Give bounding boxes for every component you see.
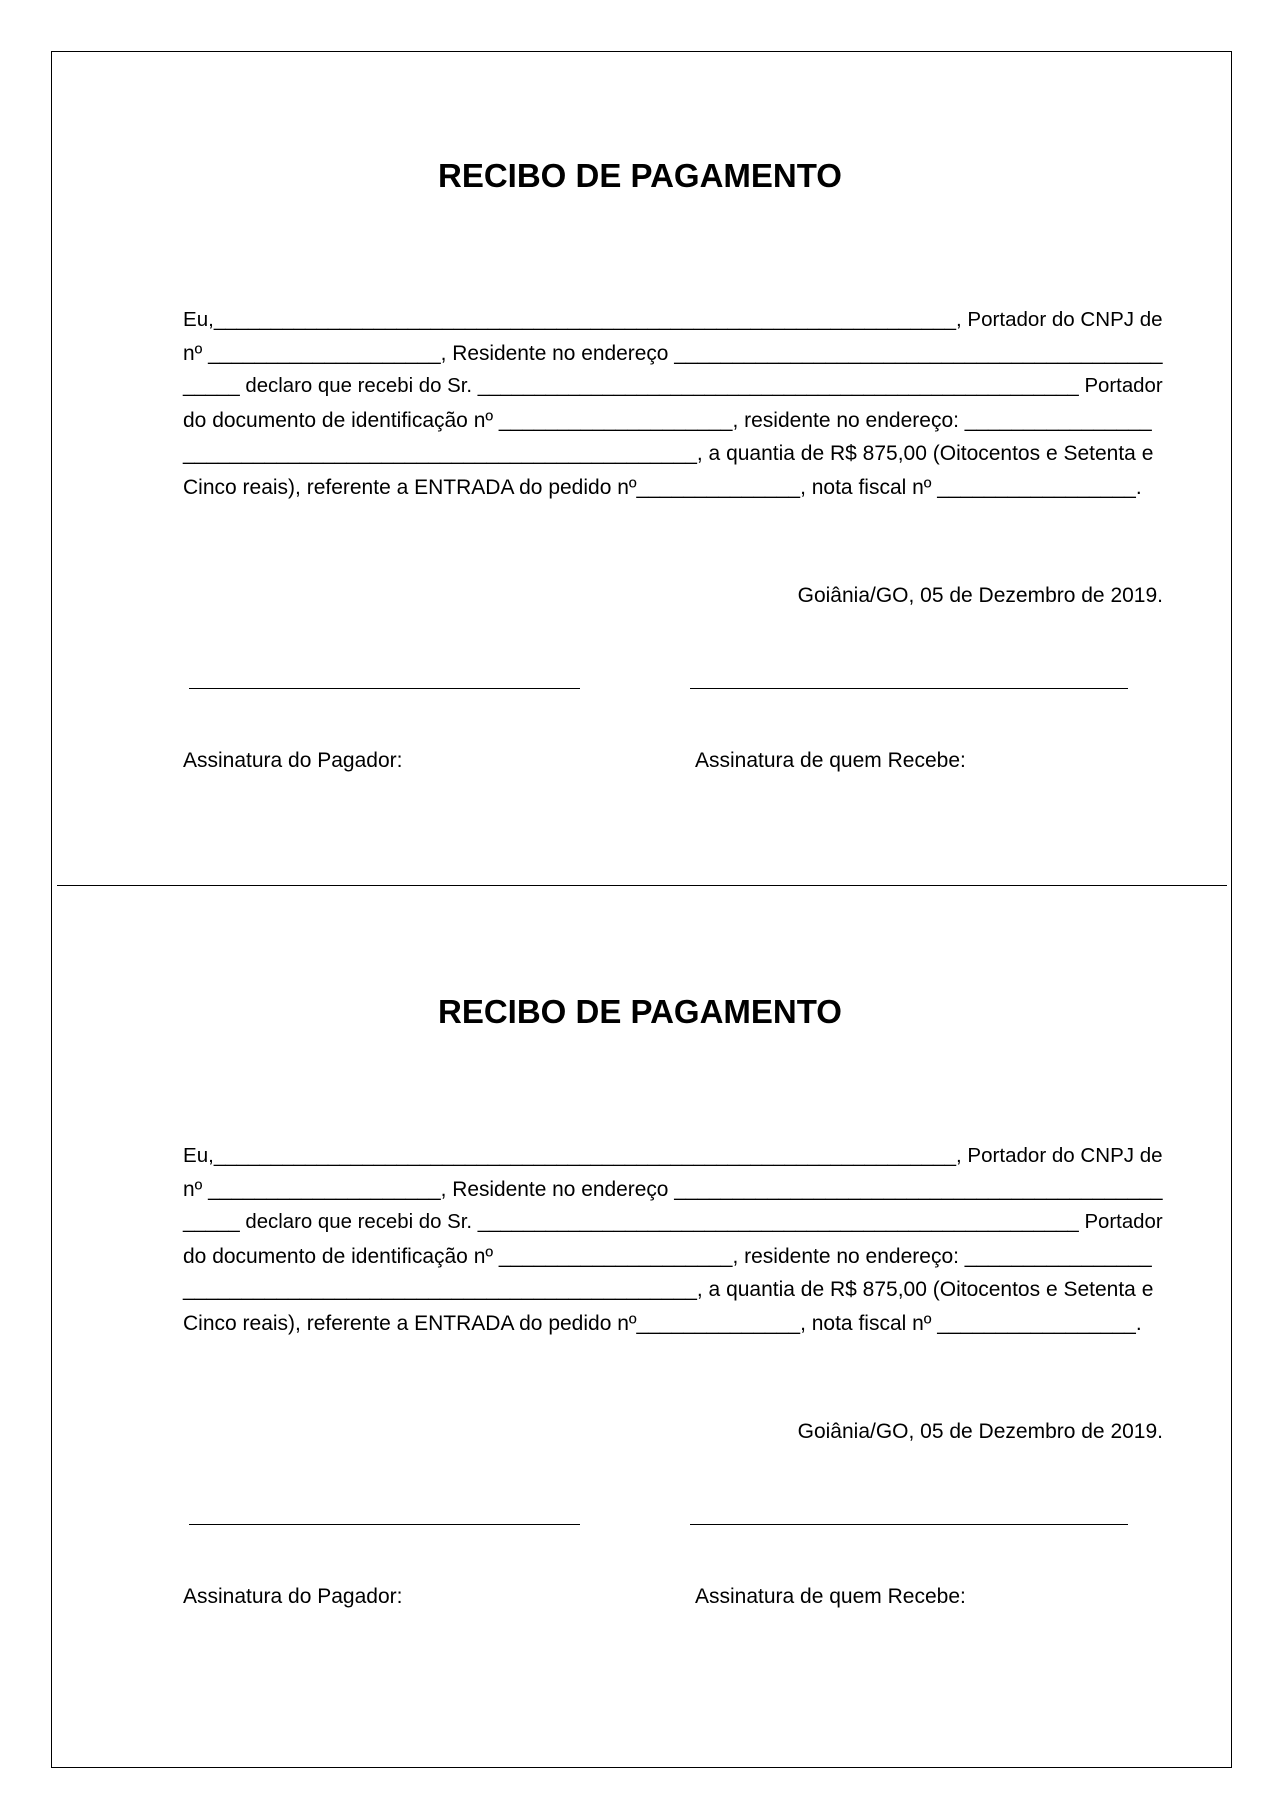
body-line: do documento de identificação nº ____________________, residente no endereço: ________________ xyxy=(183,408,1152,432)
body-line: _____ declaro que recebi do Sr. _____________________________________________________ Portador xyxy=(183,1211,1163,1234)
body-line: ____________________________________________, a quantia de R$ 875,00 (Oitocentos e Setenta e xyxy=(183,1278,1154,1302)
receipt-date: Goiânia/GO, 05 de Dezembro de 2019. xyxy=(797,1420,1163,1443)
payer-signature-label: Assinatura do Pagador: xyxy=(183,1585,403,1608)
receiver-signature-label: Assinatura de quem Recebe: xyxy=(695,1585,966,1608)
receipt-date: Goiânia/GO, 05 de Dezembro de 2019. xyxy=(797,584,1163,607)
body-line: ____________________________________________, a quantia de R$ 875,00 (Oitocentos e Setenta e xyxy=(183,442,1154,466)
body-line: _____ declaro que recebi do Sr. _____________________________________________________ Portador xyxy=(183,375,1163,398)
receiver-signature-line xyxy=(690,688,1128,689)
payer-signature-line xyxy=(189,1524,580,1525)
payer-signature-label: Assinatura do Pagador: xyxy=(183,749,403,772)
body-line: Eu,_________________________________________________________________, Portador do CNPJ de xyxy=(183,1144,1163,1167)
receiver-signature-line xyxy=(690,1524,1128,1525)
receipt-title: RECIBO DE PAGAMENTO xyxy=(438,157,842,194)
receipt-body xyxy=(183,1139,1183,1341)
body-line: nº ____________________, Residente no endereço __________________________________________ xyxy=(183,341,1163,365)
payer-signature-line xyxy=(189,688,580,689)
body-line: Cinco reais), referente a ENTRADA do pedido nº______________, nota fiscal nº _________________. xyxy=(183,475,1142,499)
body-line: nº ____________________, Residente no endereço __________________________________________ xyxy=(183,1177,1163,1201)
body-line: do documento de identificação nº ____________________, residente no endereço: ________________ xyxy=(183,1244,1152,1268)
body-line: Cinco reais), referente a ENTRADA do pedido nº______________, nota fiscal nº _________________. xyxy=(183,1311,1142,1335)
body-line: Eu,_________________________________________________________________, Portador do CNPJ de xyxy=(183,308,1163,331)
receipt-body xyxy=(183,303,1183,505)
receiver-signature-label: Assinatura de quem Recebe: xyxy=(695,749,966,772)
receipt-title: RECIBO DE PAGAMENTO xyxy=(438,993,842,1030)
cut-line-divider xyxy=(57,885,1227,886)
